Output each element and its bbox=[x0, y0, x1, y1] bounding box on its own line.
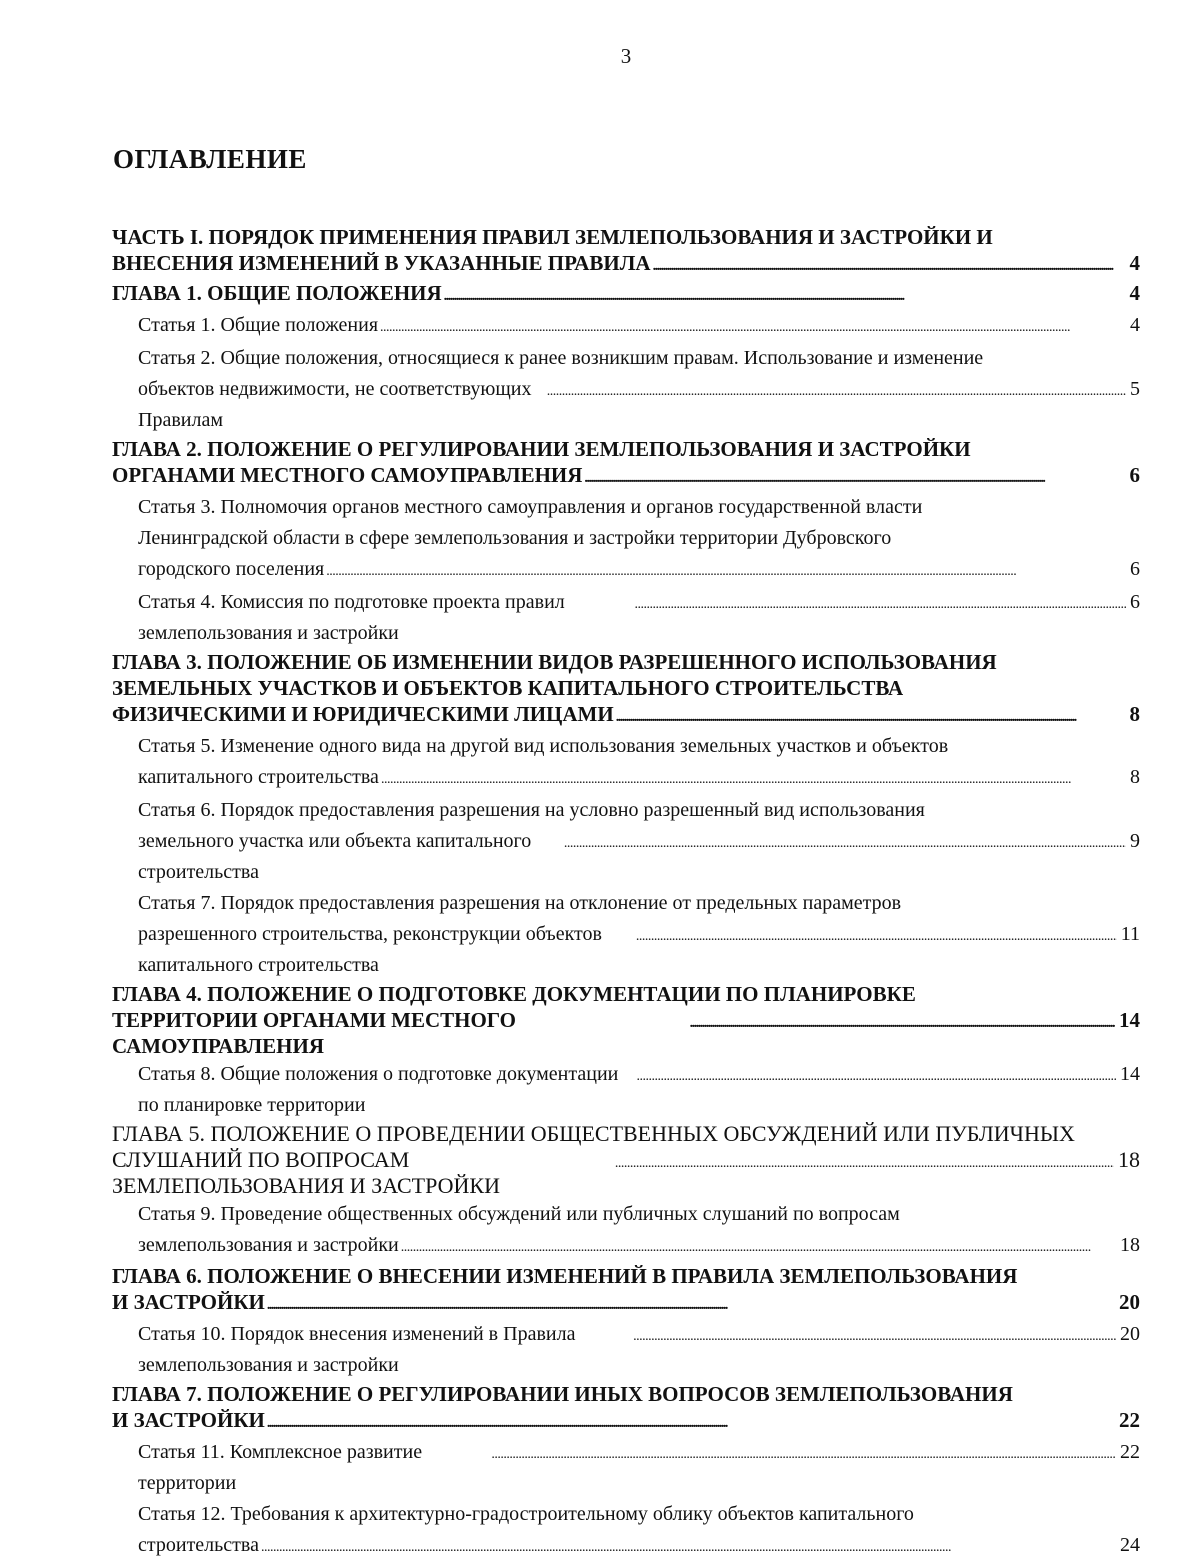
dot-leader bbox=[261, 1530, 1116, 1563]
toc-page-number: 20 bbox=[1119, 1290, 1140, 1314]
toc-page-number: 24 bbox=[1120, 1534, 1140, 1556]
dot-leader bbox=[380, 310, 1126, 343]
toc-entry[interactable] bbox=[112, 280, 1140, 310]
toc-page-number: 22 bbox=[1120, 1441, 1140, 1463]
toc-entry-line: землепользования и застройки bbox=[138, 1234, 399, 1256]
toc-page-number: 22 bbox=[1119, 1408, 1140, 1432]
toc-entry-line: ГЛАВА 6. ПОЛОЖЕНИЕ О ВНЕСЕНИИ ИЗМЕНЕНИЙ В ПРАВИЛА ЗЕМЛЕПОЛЬЗОВАНИЯ bbox=[112, 1264, 1018, 1288]
toc-entry-line: ГЛАВА 4. ПОЛОЖЕНИЕ О ПОДГОТОВКЕ ДОКУМЕНТАЦИИ ПО ПЛАНИРОВКЕ bbox=[112, 982, 916, 1006]
dot-leader bbox=[653, 250, 1126, 280]
toc-entry-line: Ленинградской области в сфере землепользования и застройки территории Дубровского bbox=[138, 527, 892, 549]
toc-entry[interactable] bbox=[112, 1381, 1140, 1437]
toc-entry-line: Статья 2. Общие положения, относящиеся к ранее возникшим правам. Использование и изменение bbox=[138, 347, 984, 369]
toc-page-number: 20 bbox=[1120, 1323, 1140, 1345]
toc-entry-line: Статья 5. Изменение одного вида на другой вид использования земельных участков и объектов bbox=[138, 735, 949, 757]
toc-entry-line: Статья 6. Порядок предоставления разрешения на условно разрешенный вид использования bbox=[138, 799, 925, 821]
toc-entry-line: ОРГАНАМИ МЕСТНОГО САМОУПРАВЛЕНИЯ bbox=[112, 463, 583, 487]
dot-leader bbox=[584, 462, 1125, 492]
toc-entry-line: Статья 10. Порядок внесения изменений в Правила землепользования и застройки bbox=[138, 1323, 576, 1376]
dot-leader bbox=[401, 1230, 1116, 1263]
toc-entry-line: ГЛАВА 7. ПОЛОЖЕНИЕ О РЕГУЛИРОВАНИИ ИНЫХ ВОПРОСОВ ЗЕМЛЕПОЛЬЗОВАНИЯ bbox=[112, 1382, 1013, 1406]
toc-entry-line: объектов недвижимости, не соответствующих Правилам bbox=[138, 378, 532, 431]
toc-entry[interactable] bbox=[112, 649, 1140, 731]
dot-leader bbox=[633, 1319, 1116, 1352]
toc-entry[interactable] bbox=[112, 587, 1140, 649]
toc-entry-line: Статья 1. Общие положения bbox=[138, 314, 379, 336]
dot-leader bbox=[690, 1007, 1115, 1037]
toc-entry-line: ГЛАВА 5. ПОЛОЖЕНИЕ О ПРОВЕДЕНИИ ОБЩЕСТВЕННЫХ ОБСУЖДЕНИЙ ИЛИ ПУБЛИЧНЫХ bbox=[112, 1121, 1075, 1146]
toc-entry[interactable] bbox=[112, 1121, 1140, 1199]
toc-entry-line: ГЛАВА 1. ОБЩИЕ ПОЛОЖЕНИЯ bbox=[112, 281, 442, 305]
toc-entry-line: Статья 4. Комиссия по подготовке проекта правил землепользования и застройки bbox=[138, 591, 565, 644]
dot-leader bbox=[444, 280, 1126, 310]
toc-entry-line: И ЗАСТРОЙКИ bbox=[112, 1408, 265, 1432]
toc-entry-line: Статья 12. Требования к архитектурно-градостроительному облику объектов капитального bbox=[138, 1503, 914, 1525]
toc-page-number: 14 bbox=[1120, 1063, 1140, 1085]
dot-leader bbox=[381, 762, 1126, 795]
toc-entry[interactable] bbox=[112, 1059, 1140, 1121]
toc-page-number: 8 bbox=[1129, 702, 1140, 726]
toc-entry-line: ГЛАВА 3. ПОЛОЖЕНИЕ ОБ ИЗМЕНЕНИИ ВИДОВ РАЗРЕШЕННОГО ИСПОЛЬЗОВАНИЯ bbox=[112, 650, 997, 674]
toc-entry-line: СЛУШАНИЙ ПО ВОПРОСАМ ЗЕМЛЕПОЛЬЗОВАНИЯ И ЗАСТРОЙКИ bbox=[112, 1147, 500, 1198]
toc-entry-line: И ЗАСТРОЙКИ bbox=[112, 1290, 265, 1314]
toc-entry[interactable] bbox=[112, 1263, 1140, 1319]
toc-entry[interactable] bbox=[112, 1199, 1140, 1263]
dot-leader bbox=[616, 701, 1126, 731]
toc-page-number: 14 bbox=[1119, 1008, 1140, 1032]
toc-entry[interactable] bbox=[112, 436, 1140, 492]
toc-entry-line: Статья 11. Комплексное развитие территории bbox=[138, 1441, 423, 1494]
toc-page-number: 9 bbox=[1130, 830, 1140, 852]
toc-title: ОГЛАВЛЕНИЕ bbox=[113, 144, 307, 174]
dot-leader bbox=[615, 1147, 1114, 1177]
toc-page-number: 6 bbox=[1130, 591, 1140, 613]
toc-entry-line: Статья 7. Порядок предоставления разрешения на отклонение от предельных параметров bbox=[138, 892, 902, 914]
toc-entry-line: ВНЕСЕНИЯ ИЗМЕНЕНИЙ В УКАЗАННЫЕ ПРАВИЛА bbox=[112, 251, 651, 275]
toc-entry-line: Статья 9. Проведение общественных обсуждений или публичных слушаний по вопросам bbox=[138, 1203, 900, 1225]
toc-page-number: 4 bbox=[1129, 251, 1140, 275]
toc-entry[interactable] bbox=[112, 310, 1140, 343]
toc-entry[interactable] bbox=[112, 795, 1140, 888]
toc-entry[interactable] bbox=[112, 1499, 1140, 1563]
toc-entry-line: ГЛАВА 2. ПОЛОЖЕНИЕ О РЕГУЛИРОВАНИИ ЗЕМЛЕПОЛЬЗОВАНИЯ И ЗАСТРОЙКИ bbox=[112, 437, 971, 461]
toc-page-number: 4 bbox=[1129, 281, 1140, 305]
dot-leader bbox=[636, 919, 1117, 952]
toc-entry[interactable] bbox=[112, 343, 1140, 436]
toc-entry[interactable] bbox=[112, 492, 1140, 587]
toc-entry-line: капитального строительства bbox=[138, 766, 379, 788]
table-of-contents bbox=[112, 224, 1140, 1563]
toc-page-number: 18 bbox=[1120, 1234, 1140, 1256]
toc-entry[interactable] bbox=[112, 888, 1140, 981]
toc-entry-line: ФИЗИЧЕСКИМИ И ЮРИДИЧЕСКИМИ ЛИЦАМИ bbox=[112, 702, 614, 726]
toc-page-number: 11 bbox=[1120, 923, 1140, 945]
toc-entry-line: ТЕРРИТОРИИ ОРГАНАМИ МЕСТНОГО САМОУПРАВЛЕНИЯ bbox=[112, 1008, 516, 1058]
toc-page-number: 18 bbox=[1118, 1147, 1140, 1172]
toc-entry[interactable] bbox=[112, 981, 1140, 1059]
toc-entry-line: городского поселения bbox=[138, 558, 325, 580]
toc-entry-line: строительства bbox=[138, 1534, 259, 1556]
dot-leader bbox=[267, 1289, 1115, 1319]
toc-entry[interactable] bbox=[112, 1437, 1140, 1499]
toc-page-number: 6 bbox=[1130, 558, 1140, 580]
toc-entry-line: Статья 8. Общие положения о подготовке документации по планировке территории bbox=[138, 1063, 619, 1116]
toc-entry[interactable] bbox=[112, 731, 1140, 795]
toc-page-number: 4 bbox=[1130, 314, 1140, 336]
toc-entry-line: ЗЕМЕЛЬНЫХ УЧАСТКОВ И ОБЪЕКТОВ КАПИТАЛЬНОГО СТРОИТЕЛЬСТВА bbox=[112, 676, 904, 700]
toc-page-number: 5 bbox=[1130, 378, 1140, 400]
toc-entry[interactable] bbox=[112, 1319, 1140, 1381]
toc-entry[interactable] bbox=[112, 224, 1140, 280]
toc-entry-line: ЧАСТЬ I. ПОРЯДОК ПРИМЕНЕНИЯ ПРАВИЛ ЗЕМЛЕПОЛЬЗОВАНИЯ И ЗАСТРОЙКИ И bbox=[112, 225, 993, 249]
dot-leader bbox=[267, 1407, 1115, 1437]
page-number: 3 bbox=[620, 44, 632, 68]
toc-page-number: 8 bbox=[1130, 766, 1140, 788]
dot-leader bbox=[547, 374, 1126, 407]
dot-leader bbox=[564, 826, 1126, 859]
toc-page-number: 6 bbox=[1129, 463, 1140, 487]
dot-leader bbox=[326, 554, 1126, 587]
dot-leader bbox=[634, 587, 1126, 620]
toc-entry-line: земельного участка или объекта капитального строительства bbox=[138, 830, 532, 883]
dot-leader bbox=[636, 1059, 1116, 1092]
toc-entry-line: разрешенного строительства, реконструкции объектов капитального строительства bbox=[138, 923, 602, 976]
toc-entry-line: Статья 3. Полномочия органов местного самоуправления и органов государственной власти bbox=[138, 496, 923, 518]
dot-leader bbox=[491, 1437, 1116, 1470]
